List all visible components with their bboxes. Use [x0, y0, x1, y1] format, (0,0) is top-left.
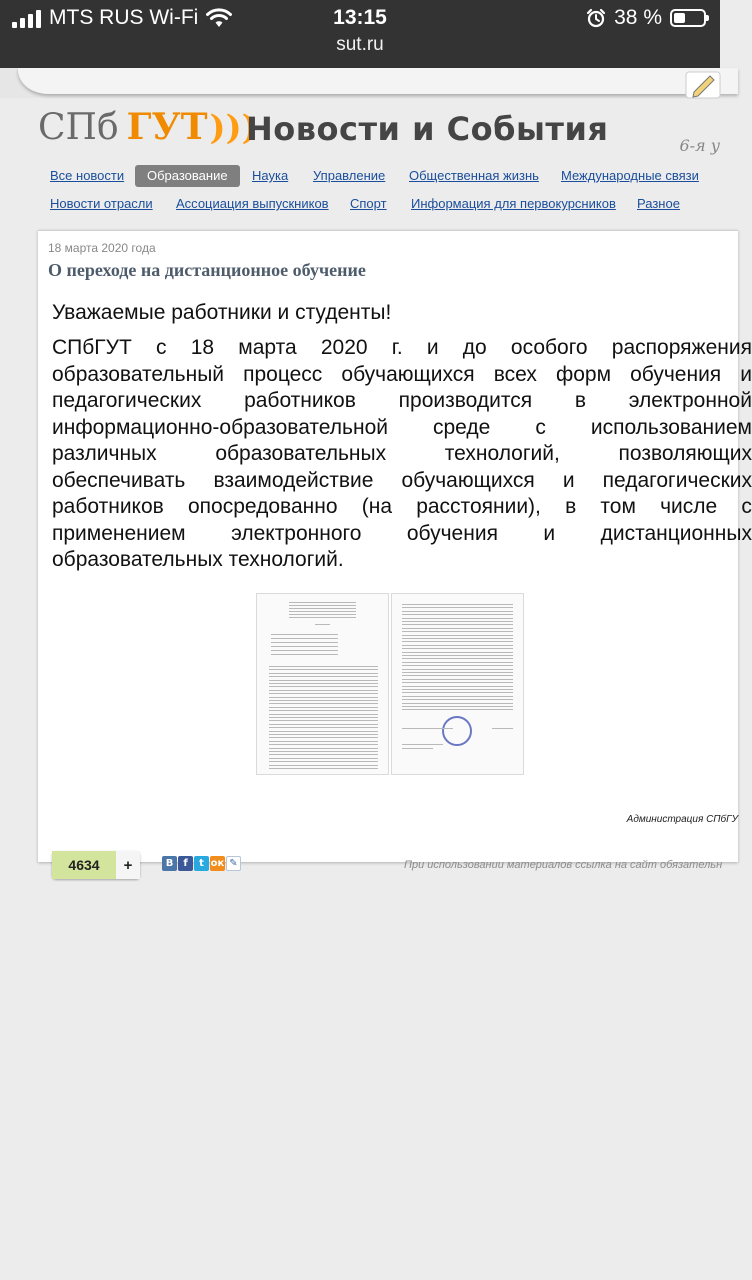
body-word: работников [52, 495, 164, 518]
document-stamp-icon [442, 716, 472, 746]
document-text-line [269, 768, 378, 769]
document-text-line [402, 604, 513, 605]
body-word: и [740, 362, 752, 386]
alarm-icon [586, 8, 606, 28]
copyright-note: При использовании материалов ссылка на сайт обязательн [404, 859, 723, 871]
facebook-icon[interactable]: f [178, 856, 193, 871]
document-text-line [269, 720, 378, 721]
body-word: числе [660, 495, 718, 518]
nav-all-news[interactable]: Все новости [50, 168, 125, 183]
document-text-line [269, 693, 378, 694]
document-text-line [269, 727, 378, 728]
address-bar-url[interactable]: sut.ru [336, 34, 384, 55]
body-word: обучающихся [341, 362, 475, 386]
article-card [38, 230, 752, 874]
body-word: опосредованно [188, 495, 338, 518]
document-text-line [402, 652, 513, 653]
body-line [52, 468, 752, 495]
document-text-line [402, 728, 453, 729]
document-text-line [402, 611, 513, 612]
logo-gut: ГУТ [126, 106, 208, 148]
document-text-line [402, 675, 513, 676]
document-text-line [269, 710, 378, 711]
view-counter [52, 851, 140, 879]
odnoklassniki-icon[interactable]: ок [210, 858, 225, 869]
logo-signal-arcs: ))) [209, 108, 258, 148]
document-text-line [402, 669, 513, 670]
document-text-line [402, 744, 443, 745]
nav-row-2 [40, 192, 730, 220]
document-text-line [492, 728, 513, 729]
nav-management[interactable]: Управление [313, 168, 386, 183]
document-text-line [269, 734, 378, 735]
document-text-line [402, 631, 513, 632]
document-text-line [269, 690, 378, 691]
body-word: применением [52, 521, 186, 545]
body-word: технологий, [444, 442, 560, 465]
body-word: расстоянии), [416, 495, 541, 518]
document-page-2 [391, 593, 524, 775]
body-word: с [535, 415, 546, 439]
document-text-line [271, 646, 338, 647]
document-text-line [402, 641, 513, 642]
document-text-line [402, 635, 513, 636]
document-text-line [289, 614, 356, 615]
nav-freshmen[interactable]: Информация для первокурсников [411, 196, 616, 211]
battery-percent: 38 % [614, 6, 662, 29]
body-line [52, 388, 752, 415]
body-word: позволяющих [618, 442, 752, 465]
document-text-line [402, 662, 513, 663]
body-word: информационно-образовательной [52, 415, 388, 439]
add-button[interactable]: + [116, 851, 140, 879]
document-text-line [402, 607, 513, 608]
nav-industry-news[interactable]: Новости отрасли [50, 196, 153, 211]
body-line [52, 335, 752, 362]
document-text-line [402, 628, 513, 629]
document-text-line [289, 608, 356, 609]
site-title: Новости и События [246, 110, 609, 148]
document-text-line [269, 748, 378, 749]
document-text-line [402, 655, 513, 656]
body-word: в [574, 389, 587, 412]
body-word: использованием [590, 415, 752, 439]
document-text-line [269, 758, 378, 759]
status-right-group [586, 6, 706, 30]
nav-misc[interactable]: Разное [637, 196, 680, 211]
document-text-line [269, 754, 378, 755]
category-nav [40, 164, 730, 220]
body-word: в [565, 495, 577, 518]
document-text-line [402, 614, 513, 615]
nav-row-1 [40, 164, 730, 192]
document-text-line [402, 621, 513, 622]
document-text-line [269, 761, 378, 762]
document-text-line [269, 765, 378, 766]
body-word: том [600, 495, 636, 518]
document-text-line [269, 703, 378, 704]
document-text-line [402, 679, 513, 680]
body-word: г. [391, 336, 403, 359]
body-word: обучения [630, 362, 722, 386]
document-text-line [402, 658, 513, 659]
document-text-line [269, 751, 378, 752]
nav-science[interactable]: Наука [252, 168, 289, 183]
body-word: среде [433, 415, 491, 439]
document-text-line [271, 654, 338, 655]
document-text-line [402, 648, 513, 649]
document-text-line [402, 696, 513, 697]
body-line: образовательных технологий. [52, 548, 344, 571]
document-text-line [402, 682, 513, 683]
nav-public-life[interactable]: Общественная жизнь [409, 168, 539, 183]
body-word: образовательный [52, 362, 225, 386]
body-word: и [562, 468, 575, 492]
document-text-line [402, 618, 513, 619]
body-word: обучения [406, 521, 498, 545]
article-date: 18 марта 2020 года [48, 241, 156, 255]
document-text-line [402, 645, 513, 646]
document-text-line [269, 686, 378, 687]
document-text-line [402, 748, 433, 749]
body-word: дистанционных [600, 521, 752, 545]
body-word: с [741, 495, 752, 518]
clock: 13:15 [333, 6, 387, 29]
document-text-line [269, 714, 378, 715]
document-text-line [269, 724, 378, 725]
livejournal-icon[interactable]: ✎ [226, 856, 241, 871]
body-word: 2020 [320, 336, 368, 359]
body-word: обеспечивать [52, 468, 186, 492]
header-top-band [18, 68, 738, 94]
body-word: педагогических [602, 468, 752, 492]
body-word: СПбГУТ [52, 336, 132, 359]
body-word: обучающихся [401, 468, 535, 492]
document-text-line [402, 706, 513, 707]
site-header [0, 96, 720, 230]
article-body [52, 335, 752, 574]
article-title[interactable]: О переходе на дистанционное обучение [48, 260, 366, 280]
vk-icon[interactable]: В [162, 856, 177, 871]
status-bar [0, 0, 720, 68]
document-text-line [271, 650, 338, 651]
document-text-line [402, 638, 513, 639]
document-text-line [269, 680, 378, 681]
article-footer [52, 851, 742, 881]
carrier-label: MTS RUS Wi-Fi [49, 6, 199, 29]
document-text-line [269, 673, 378, 674]
document-text-line [402, 672, 513, 673]
document-page-1 [256, 593, 389, 775]
body-word: форм [555, 362, 612, 386]
document-text-line [402, 624, 513, 625]
body-word: (на [361, 495, 393, 518]
nav-education[interactable]: Образование [135, 165, 240, 187]
nav-alumni[interactable]: Ассоциация выпускников [176, 196, 329, 211]
body-word: электронной [628, 389, 752, 412]
document-text-line [289, 617, 356, 618]
body-line [52, 494, 752, 521]
logo-spb: СПб [38, 107, 119, 148]
document-text-line [269, 666, 378, 667]
document-text-line [269, 669, 378, 670]
body-word: процесс [243, 362, 323, 386]
document-text-line [269, 683, 378, 684]
body-line [52, 415, 752, 442]
body-word: различных [52, 442, 157, 465]
document-text-line [289, 611, 356, 612]
document-text-line [402, 692, 513, 693]
document-text-line [271, 638, 338, 639]
article-signature: Администрация СПбГУ [626, 814, 738, 825]
body-word: работников [244, 389, 356, 412]
document-text-line [402, 665, 513, 666]
site-logo[interactable] [38, 106, 258, 148]
body-word: педагогических [52, 389, 202, 412]
document-text-line [269, 717, 378, 718]
document-text-line [269, 741, 378, 742]
body-word: и [543, 521, 556, 545]
document-text-line [271, 642, 338, 643]
view-count: 4634 [52, 851, 116, 879]
body-word: образовательных [215, 442, 387, 465]
document-text-line [269, 737, 378, 738]
article-greeting: Уважаемые работники и студенты! [52, 301, 392, 324]
body-line [52, 362, 752, 389]
document-text-line [269, 744, 378, 745]
share-icons [162, 856, 241, 871]
document-text-line [402, 686, 513, 687]
body-word: марта [238, 336, 297, 359]
body-word: с [156, 336, 167, 359]
document-text-line [402, 699, 513, 700]
body-word: взаимодействие [213, 468, 374, 492]
body-word: распоряжения [611, 336, 752, 359]
document-text-line [269, 707, 378, 708]
battery-icon [670, 9, 706, 27]
twitter-icon[interactable]: t [194, 856, 209, 871]
document-text-line [315, 624, 330, 625]
document-text-line [402, 703, 513, 704]
body-line [52, 521, 752, 548]
body-word: производится [398, 389, 533, 412]
body-word: и [426, 336, 439, 359]
body-word: особого [510, 336, 588, 359]
document-text-line [269, 676, 378, 677]
document-text-line [271, 634, 338, 635]
document-text-line [289, 602, 356, 603]
nav-international[interactable]: Международные связи [561, 168, 699, 183]
body-line [52, 441, 752, 468]
document-text-line [289, 605, 356, 606]
body-word: электронного [231, 521, 362, 545]
document-text-line [402, 709, 513, 710]
body-word: всех [493, 362, 537, 386]
header-edge-note: 6-я у [679, 136, 720, 155]
document-text-line [269, 697, 378, 698]
body-word: 18 [190, 336, 215, 359]
body-word: до [462, 336, 487, 359]
document-text-line [269, 731, 378, 732]
document-text-line [269, 700, 378, 701]
document-text-line [402, 689, 513, 690]
nav-sport[interactable]: Спорт [350, 196, 387, 211]
order-document-image[interactable] [256, 593, 524, 775]
